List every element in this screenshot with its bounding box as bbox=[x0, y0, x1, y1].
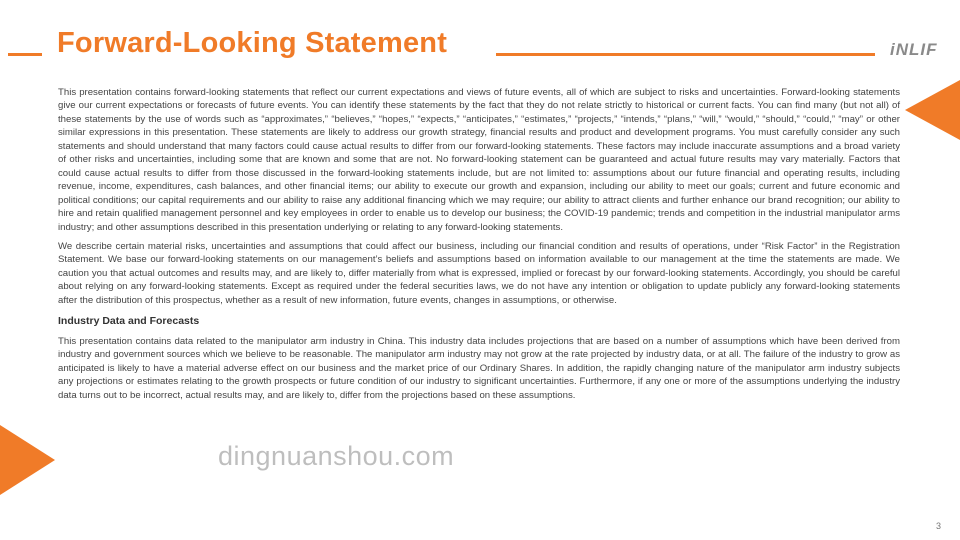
paragraph-industry-data: This presentation contains data related to the manipulator arm industry in China. This industry data includes projections that are based on a number of assumptions which have been derived from industry and government sources which we believe to be reasonable. The manipulator arm industry may not grow at the rate projected by industry data, or at all. The failure of the industry to grow as anticipated is likely to have a material adverse effect on our business and the market price of our Ordinary Shares. In addition, the rapidly changing nature of the manipulator arm industry subjects any projections or estimates relating to the growth prospects or future condition of our industry to significant uncertainties. Furthermore, if any one or more of the assumptions underlying the industry data turns out to be incorrect, actual results may, and are likely to, differ from the projections based on these assumptions. bbox=[58, 335, 900, 401]
paragraph-risk-factors: We describe certain material risks, uncertainties and assumptions that could affect our business, including our financial condition and results of operations, under “Risk Factor” in the Registration Statement. We base our forward-looking statements on our management’s beliefs and assumptions based on information available to our management at the time the statements are made. We caution you that actual outcomes and results may, and are likely to, differ materially from what is expressed, implied or forecast by our forward-looking statements. Accordingly, you should be careful about relying on any forward-looking statements. Except as required under the federal securities laws, we do not have any intention or obligation to update publicly any forward-looking statements after the distribution of this prospectus, whether as a result of new information, future events, changes in assumptions, or otherwise. bbox=[58, 240, 900, 306]
industry-data-heading: Industry Data and Forecasts bbox=[58, 315, 200, 328]
paragraph-forward-looking: This presentation contains forward-looking statements that reflect our current expectations and views of future events, all of which are subject to risks and uncertainties. Forward-looking statements give our current expectations or forecasts of future events. You can identify these statements by the fact that they do not relate strictly to historical or current facts. You can find many (but not all) of these statements by the use of words such as “approximates,” “believes,” “hopes,” “expects,” “anticipates,” “estimates,” “projects,” “intends,” “plans,” “will,” “would,” “should,” “could,” “may” or other similar expressions in this presentation. These statements are likely to address our growth strategy, financial results and product and development programs. You must carefully consider any such statements and should understand that many factors could cause actual results to differ from our forward-looking statements. These factors may include inaccurate assumptions and a broad variety of other risks and uncertainties, including some that are known and some that are not. No forward-looking statement can be guaranteed and actual future results may vary materially. Factors that could cause actual results to differ from those discussed in the forward-looking statements include, but are not limited to: assumptions about our future financial and operating results, including revenue, income, expenditures, cash balances, and other financial items; our ability to execute our growth and expansion, including our ability to meet our goals; current and future economic and political conditions; our capital requirements and our ability to raise any additional financing which we may require; our ability to attract clients and further enhance our brand recognition; our ability to hire and retain qualified management personnel and key employees in order to enable us to develop our business; the COVID-19 pandemic; trends and competition in the industrial manipulator arms industry; and other assumptions described in this presentation underlying or relating to any forward-looking statements. bbox=[58, 87, 900, 233]
company-logo: iNLIF bbox=[890, 40, 938, 59]
left-triangle-decoration bbox=[0, 425, 55, 495]
page-number: 3 bbox=[936, 521, 942, 531]
watermark-text: dingnuanshou.com bbox=[218, 441, 455, 471]
page-title: Forward-Looking Statement bbox=[57, 27, 448, 59]
statement-body bbox=[58, 86, 900, 408]
title-accent-line bbox=[496, 53, 875, 56]
title-accent-dash bbox=[8, 53, 42, 56]
right-triangle-decoration bbox=[905, 80, 960, 140]
